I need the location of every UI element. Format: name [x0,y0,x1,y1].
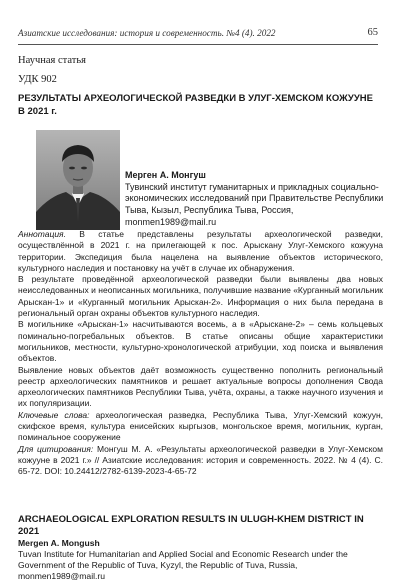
citation-label: Для цитирования: [18,443,94,454]
abstract-paragraph-4: Выявление новых объектов даёт возможность существенно пополнить региональный реестр археологических памятников и решает актуальные вопросы дополнения Свода археологических памятников Республики Тыва, учёта, охраны, а также научного изучения и их популяризации. [18,364,383,409]
abstract-paragraph-2: В результате проведённой археологической разведки были выявлены два новых неисследованных и неописанных могильника, получившие название «Курганный могильник Арыскан-1» и «Курганный могильник Арыскан-2». Информация о них была передана в региональный орган охраны объектов культурного наследия. [18,274,383,319]
udk-code: УДК 902 [18,74,57,85]
keywords-paragraph [18,410,383,444]
page-number: 65 [367,27,378,38]
citation-paragraph [18,444,383,478]
article-title-en: ARCHAEOLOGICAL EXPLORATION RESULTS IN ULUGH-KHEM DISTRICT IN 2021 [18,514,364,537]
article-title-ru: РЕЗУЛЬТАТЫ АРХЕОЛОГИЧЕСКОЙ РАЗВЕДКИ В УЛУГ-ХЕМСКОМ КОЖУУНЕ В 2021 г. [18,93,373,117]
journal-title: Азиатские исследования: история и современность. №4 (4). 2022 [18,28,276,38]
keywords-label: Ключевые слова: [18,409,90,420]
author-photo [36,130,120,230]
author-affiliation-ru: Тувинский институт гуманитарных и прикладных социально-экономических исследований при Правительстве Республики Тыва, Кызыл, Республика Тыва, Россия, monmen1989@mail.ru [125,181,384,227]
running-head [18,28,378,42]
header-rule [18,44,378,45]
author-name-ru: Мерген А. Монгуш [125,170,206,180]
author-name-en: Mergen A. Mongush [18,538,100,548]
citation-text: Монгуш М. А. «Результаты археологической разведки в Улуг-Хемском кожууне в 2021 г.» // Азиатские исследования: история и современность. 2022. № 4 (4). С. 65-72. DOI: 10.24412/2782-6139-2023-4-65-72 [18,443,383,477]
author-portrait-image [36,130,120,230]
author-block-ru [125,170,385,229]
keywords-text: археологическая разведка, Республика Тыва, Улуг-Хемский кожуун, скифское время, культура енисейских кыргызов, монгольское время, могильник, курган, поминальное сооружение [18,409,383,443]
abstract-paragraph-3: В могильнике «Арыскан-1» насчитываются восемь, а в «Арыскане-2» – семь кольцевых поминально-погребальных объектов. В статье описаны общие характеристики могильников, местности, культурно-хронологической атрибуции, ход поиска и выявления объектов. [18,319,383,364]
abstract-label: Аннотация. [18,229,66,239]
section-label: Научная статья [18,55,86,66]
author-affiliation-en: Tuvan Institute for Humanitarian and Applied Social and Economic Research under the Government of the Republic of Tuva, Kyzyl, the Republic of Tuva, Russia, monmen1989@mail.ru [18,549,348,581]
abstract-block [18,229,383,478]
abstract-text-1: В статье представлены результаты археологической разведки, осуществлённой в 2021 г. на прилегающей к пос. Арыскану Улуг-Хемского кожууна территории. Экспедиция была нацелена на выявление объектов исторического, культурного наследия и постановку на учёт в случае их обнаружения. [18,229,383,273]
abstract-paragraph-1 [18,229,383,274]
author-block-en [18,538,386,582]
